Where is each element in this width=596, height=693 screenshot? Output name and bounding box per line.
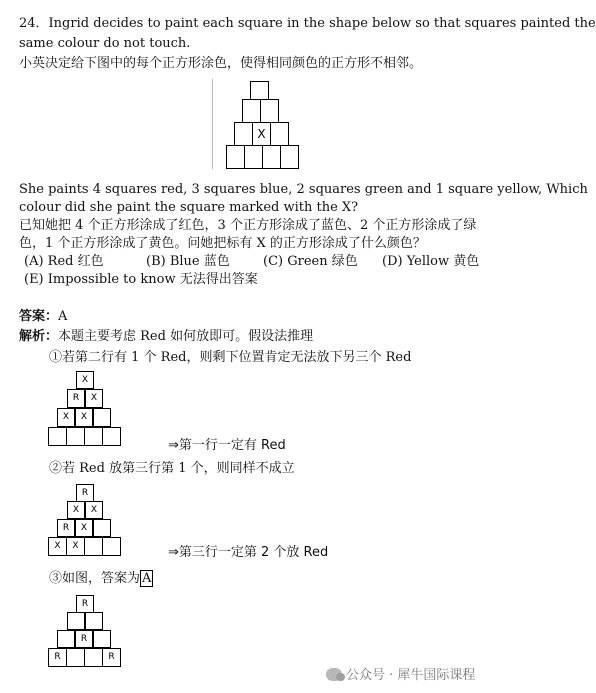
diagram-cell: X [48,537,67,556]
step-2-result: ⇒第三行一定第 2 个放 Red [168,545,329,560]
diagram-cell [66,427,85,446]
analysis-text: 本题主要考虑 Red 如何放即可。假设法推理 [58,329,314,344]
pyramid-cell [226,145,245,169]
diagram-cell: R [76,595,94,613]
pyramid-cell [260,99,279,123]
question-chinese: 小英决定给下图中的每个正方形涂色，使得相同颜色的正方形不相邻。 [19,56,423,71]
diagram-cell: R [57,519,75,537]
diagram-2 [48,484,124,558]
pyramid-cell [234,122,253,146]
diagram-cell [48,427,67,446]
diagram-cell: X [66,537,85,556]
diagram-cell: X [75,408,93,427]
pyramid-cell [244,145,263,169]
answer-value: A [58,309,68,324]
diagram-1 [48,371,124,449]
diagram-cell: X [75,519,93,537]
analysis-line [19,329,313,345]
option-d: (D) Yellow 黄色 [382,254,480,269]
watermark-text: 公众号 · 犀牛国际课程 [346,668,476,683]
answer-line [19,309,67,325]
question-english-line-2: colour did she paint the square marked with the X? [19,200,359,215]
diagram-cell [93,408,111,427]
pyramid-figure [226,77,302,171]
x-mark: X [257,127,266,141]
diagram-cell: X [76,371,94,389]
question-line-1: 24．Ingrid decides to paint each square in the shape below so that squares painted the [19,16,596,31]
diagram-cell: R [48,648,67,667]
step-2: ②若 Red 放第三行第 1 个，则同样不成立 [49,461,295,476]
diagram-cell [93,630,111,648]
step-1-result: ⇒第一行一定有 Red [168,438,286,453]
diagram-cell [84,648,103,667]
diagram-3 [48,595,124,669]
diagram-cell [57,630,75,648]
option-c: (C) Green 绿色 [263,254,358,269]
pyramid-cell [242,99,261,123]
watermark [326,664,475,683]
pyramid-cell [262,145,281,169]
question-chinese-line-2: 已知她把 4 个正方形涂成了红色，3 个正方形涂成了蓝色、2 个正方形涂成了绿 [19,218,477,233]
diagram-cell [102,427,121,446]
option-a: (A) Red 红色 [24,254,104,269]
diagram-cell: R [76,484,94,502]
question-chinese-line-3: 色，1 个正方形涂成了黄色。问她把标有 X 的正方形涂成了什么颜色？ [19,236,426,251]
diagram-cell [102,537,121,556]
diagram-cell [67,612,85,630]
diagram-cell [93,519,111,537]
diagram-cell: R [102,648,121,667]
diagram-cell: X [67,501,85,519]
diagram-cell: R [67,389,85,408]
question-line-2: same colour do not touch. [19,36,191,51]
analysis-label: 解析： [19,329,59,344]
step-3-answer-box: A [142,571,152,586]
step-1: ①若第二行有 1 个 Red，则剩下位置肯定无法放下另三个 Red [49,350,412,365]
pyramid-cell [250,81,269,100]
pyramid-cell-x [252,122,271,146]
step-3-text: ③如图，答案为 [49,571,141,586]
diagram-cell [85,612,103,630]
option-b: (B) Blue 蓝色 [146,254,230,269]
wechat-icon [326,668,342,681]
option-e: (E) Impossible to know 无法得出答案 [24,272,258,287]
pyramid-cell [270,122,289,146]
answer-label: 答案： [19,309,59,324]
diagram-cell [84,537,103,556]
question-english-line-1: She paints 4 squares red, 3 squares blue, 2 squares green and 1 square yellow, Which [19,182,588,197]
pyramid-cell [280,145,299,169]
step-3 [49,571,153,587]
diagram-cell: X [85,389,103,408]
diagram-cell: X [57,408,75,427]
diagram-cell: R [75,630,93,648]
diagram-cell [66,648,85,667]
diagram-cell: X [85,501,103,519]
diagram-cell [84,427,103,446]
